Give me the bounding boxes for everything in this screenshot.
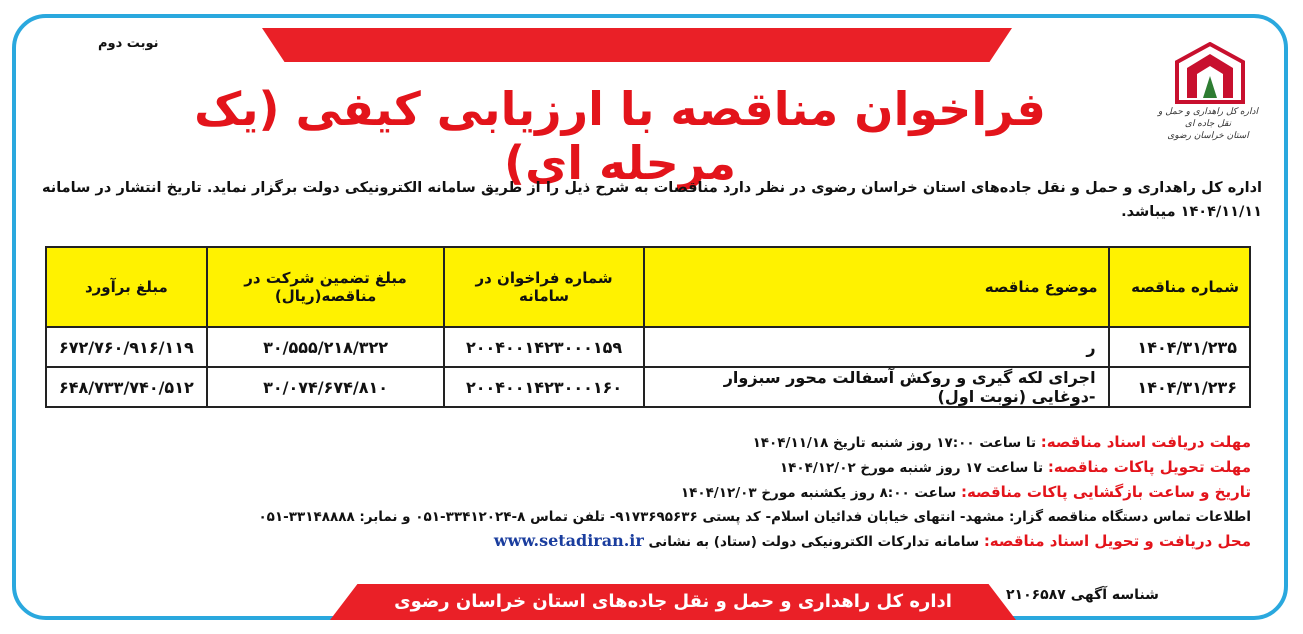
cell-system-number: ۲۰۰۴۰۰۱۴۲۳۰۰۰۱۵۹ bbox=[444, 327, 643, 367]
delivery-label: مهلت تحویل پاکات مناقصه: bbox=[1047, 458, 1251, 476]
tenders-table bbox=[45, 246, 1251, 408]
location-value: سامانه تدارکات الکترونیکی دولت (ستاد) به نشانی bbox=[648, 534, 980, 550]
header-tender-number: شماره مناقصه bbox=[1109, 247, 1250, 327]
opening-value: ساعت ۸:۰۰ روز یکشنبه مورخ ۱۴۰۴/۱۲/۰۳ bbox=[680, 485, 957, 501]
website-link[interactable]: www.setadiran.ir bbox=[493, 531, 644, 550]
table-row bbox=[46, 327, 1250, 367]
logo-caption bbox=[1153, 106, 1263, 142]
location-label: محل دریافت و تحویل اسناد مناقصه: bbox=[983, 532, 1251, 550]
cell-tender-number: ۱۴۰۴/۳۱/۲۳۵ bbox=[1109, 327, 1250, 367]
header-estimate: مبلغ برآورد bbox=[46, 247, 207, 327]
doc-deadline-line bbox=[21, 430, 1251, 455]
doc-deadline-value: تا ساعت ۱۷:۰۰ روز شنبه تاریخ ۱۴۰۴/۱۱/۱۸ bbox=[752, 435, 1037, 451]
road-organization-logo-icon bbox=[1175, 42, 1245, 104]
cell-subject: ر bbox=[644, 327, 1109, 367]
ad-code: شناسه آگهی ۲۱۰۶۵۸۷ bbox=[1006, 587, 1159, 603]
location-line bbox=[21, 529, 1251, 554]
delivery-line bbox=[21, 455, 1251, 480]
contact-line: اطلاعات تماس دستگاه مناقصه گزار: مشهد- انتهای خیابان فدائیان اسلام- کد پستی ۹۱۷۳۶۹۵۶۳۶- تلفن تماس ۸-۳۳۴۱۲۰۲۴-۰۵۱ و نمابر: ۳۳۱۴۸۸۸۸-۰۵۱ bbox=[258, 509, 1251, 525]
header-subject: موضوع مناقصه bbox=[644, 247, 1109, 327]
footer-organization-name: اداره کل راهداری و حمل و نقل جاده‌های استان خراسان رضوی bbox=[394, 591, 952, 612]
logo-caption-line2: استان خراسان رضوی bbox=[1167, 131, 1249, 141]
cell-subject: اجرای لکه گیری و روکش آسفالت محور سبزوار -دوغایی (نوبت اول) bbox=[644, 367, 1109, 407]
cell-guarantee: ۳۰/۵۵۵/۲۱۸/۳۲۲ bbox=[207, 327, 445, 367]
opening-label: تاریخ و ساعت بازگشایی پاکات مناقصه: bbox=[960, 483, 1251, 501]
doc-deadline-label: مهلت دریافت اسناد مناقصه: bbox=[1040, 433, 1251, 451]
intro-paragraph: اداره کل راهداری و حمل و نقل جاده‌های استان خراسان رضوی در نظر دارد مناقصات به شرح ذیل را از طریق سامانه الکترونیکی دولت برگزار نماید. تاریخ انتشار در سامانه ۱۴۰۴/۱۱/۱۱ میباشد. bbox=[42, 180, 1262, 220]
table-header-row bbox=[46, 247, 1250, 327]
cell-system-number: ۲۰۰۴۰۰۱۴۲۳۰۰۰۱۶۰ bbox=[444, 367, 643, 407]
delivery-value: تا ساعت ۱۷ روز شنبه مورخ ۱۴۰۴/۱۲/۰۲ bbox=[779, 460, 1044, 476]
logo-caption-line1: اداره کل راهداری و حمل و نقل جاده ای bbox=[1158, 107, 1258, 129]
cell-estimate: ۶۷۲/۷۶۰/۹۱۶/۱۱۹ bbox=[46, 327, 207, 367]
page-title: فراخوان مناقصه با ارزیابی کیفی (یک مرحله ای) bbox=[194, 82, 1046, 190]
header-system-number: شماره فراخوان در سامانه bbox=[444, 247, 643, 327]
cell-estimate: ۶۴۸/۷۳۳/۷۴۰/۵۱۲ bbox=[46, 367, 207, 407]
cell-guarantee: ۳۰/۰۷۴/۶۷۴/۸۱۰ bbox=[207, 367, 445, 407]
opening-line bbox=[21, 480, 1251, 505]
table-row bbox=[46, 367, 1250, 407]
tender-details bbox=[21, 430, 1251, 554]
header-guarantee: مبلغ تضمین شرکت در مناقصه(ریال) bbox=[207, 247, 445, 327]
top-red-band bbox=[262, 28, 1012, 62]
cell-tender-number: ۱۴۰۴/۳۱/۲۳۶ bbox=[1109, 367, 1250, 407]
round-label: نوبت دوم bbox=[98, 36, 159, 51]
